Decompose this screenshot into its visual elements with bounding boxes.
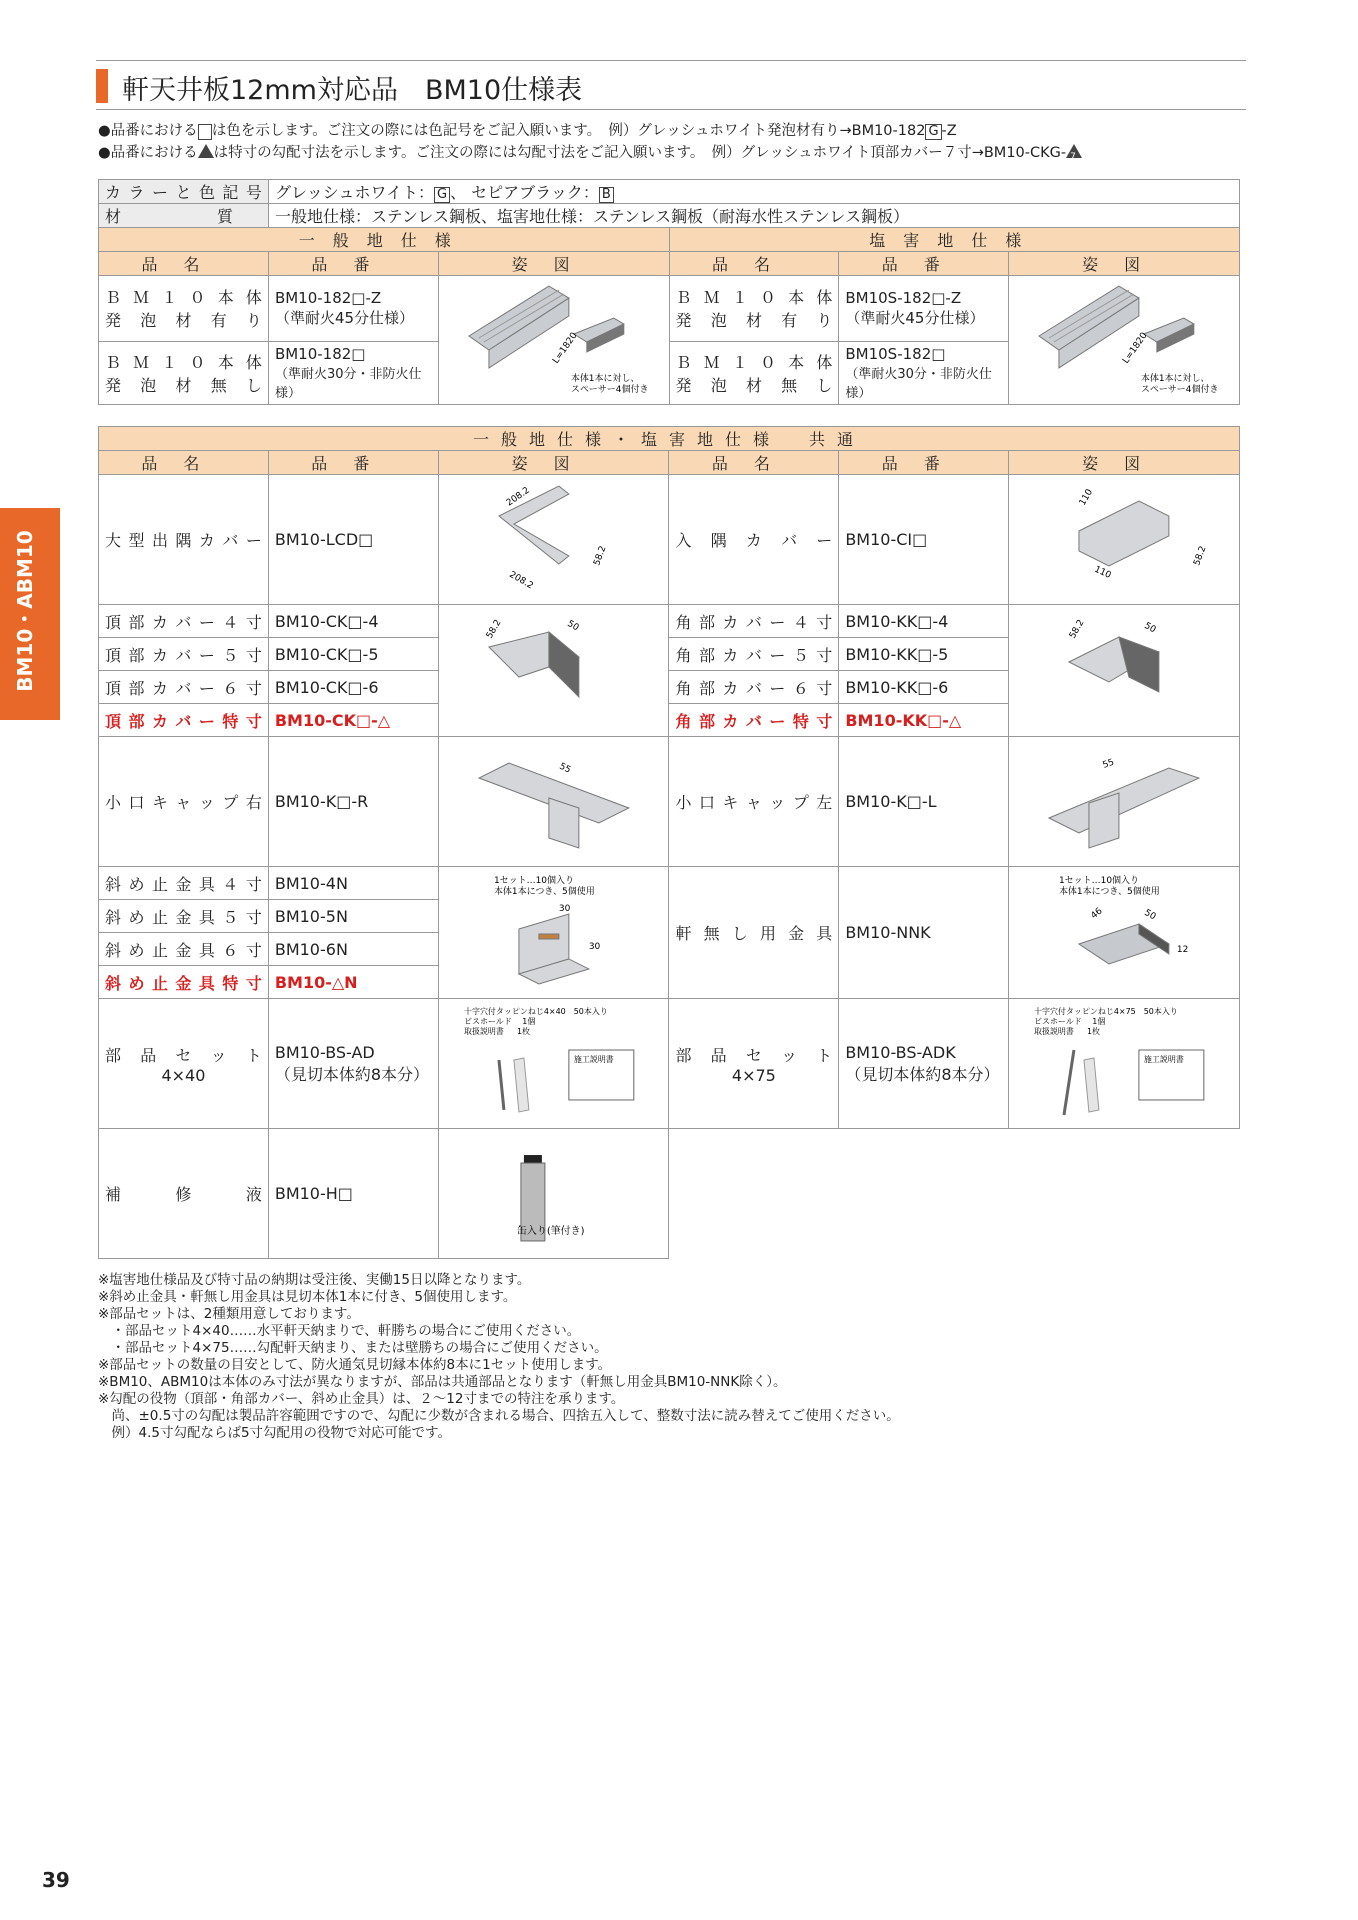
cap-left-figure (1009, 737, 1240, 867)
inner-corner-name: 入隅カバー (669, 475, 839, 605)
body-foam-name: ＢＭ１０本体 発泡材有り (99, 276, 269, 342)
salt-body-nofoam-name: ＢＭ１０本体 発泡材無し (669, 341, 839, 405)
cap-left-code: BM10-K□-L (839, 737, 1009, 867)
cap-left-name: 小口キャップ左 (669, 737, 839, 867)
repair-figure (438, 1129, 669, 1259)
salt-body-foam-code: BM10S-182□-Z （準耐火45分仕様） (839, 276, 1009, 342)
common-parts-table: 一般地仕様・塩害地仕様 共通 品名 品番 姿図 品名 品番 姿図 大型出隅カバー BM10-LCD□ 208.2 208.2 58.2 入隅カバー BM10-CI□ 110 110 58.2 頂部カバー４寸 BM10-CK□-4 58.2 50 角部カバー４寸 BM10-KK□-4 58.2 50 頂部カバー５寸 BM10-CK□-5 角部カバー５寸 BM10-KK□-5 頂部カバー６寸 BM10-CK□-6 角部カバー６寸 BM10-KK□-6 頂部カバー特寸 BM10-CK□-△ 角部カバー特寸 BM10-KK□-△ 小口キャップ右 BM10-K□-R 55 小口キャップ左 BM10-K□-L 55 斜め止金具４寸 BM10-4N 1セット…10個入り 本体1本につき、5個使用 30 30 軒無し用金具 BM10-NNK 1セット…10個入り 本体1本につき、5個使用 46 50 12 斜め止金具５寸 BM10-5N 斜め止金具６寸 BM10-6N 斜め止金具特寸 BM10-△N 部品セット 4×40 BM10-BS-AD （見切本体約8本分） 十字穴付タッピンねじ4×40 50本入り ビスホールド 1個 取扱説明書 1枚 施工説明書 部品セット 4×75 BM10-BS-ADK （見切本体約8本分） 十字穴付タッピンねじ4×75 50本入り ビスホールド 1個 取扱説明書 1枚 施工説明書 補修液 BM10-H□ 缶入り(筆付き) (98, 426, 1240, 1259)
inner-corner-code: BM10-CI□ (839, 475, 1009, 605)
salt-body-nofoam-code: BM10S-182□ （準耐火30分・非防火仕様） (839, 341, 1009, 405)
corner-cover-6-code: BM10-KK□-6 (839, 671, 1009, 704)
svg-text:58.2: 58.2 (1068, 617, 1087, 641)
corner-cover-5-name: 角部カバー５寸 (669, 638, 839, 671)
top-cover-5-name: 頂部カバー５寸 (99, 638, 269, 671)
body-nofoam-code: BM10-182□ （準耐火30分・非防火仕様） (268, 341, 438, 405)
top-cover-custom-name: 頂部カバー特寸 (99, 704, 269, 737)
material-value: 一般地仕様：ステンレス鋼板、塩害地仕様：ステンレス鋼板（耐海水性ステンレス鋼板） (268, 204, 1239, 228)
title-accent-bar (96, 69, 108, 103)
svg-text:スペーサー4個付き: スペーサー4個付き (570, 384, 649, 395)
svg-text:110: 110 (1092, 564, 1113, 581)
svg-text:本体1本に対し、: 本体1本に対し、 (1141, 373, 1210, 384)
svg-text:L=1820: L=1820 (550, 330, 580, 366)
top-cover-4-code: BM10-CK□-4 (268, 605, 438, 638)
section-side-tab (0, 508, 60, 720)
svg-text:本体1本につき、5個使用: 本体1本につき、5個使用 (1059, 886, 1160, 897)
intro-notes (98, 120, 1082, 164)
svg-text:58.2: 58.2 (1192, 544, 1209, 567)
note-color: ●品番における ​ は色を示します。ご注文の際には色記号をご記入願います。 例）グレッシュホワイト発泡材有り→BM10-182 G -Z (98, 123, 957, 139)
svg-text:施工説明書: 施工説明書 (1144, 1054, 1185, 1064)
set-ad-code: BM10-BS-AD （見切本体約8本分） (268, 999, 438, 1129)
bracket-6-code: BM10-6N (268, 933, 438, 966)
bracket-5-code: BM10-5N (268, 900, 438, 933)
top-cover-6-name: 頂部カバー６寸 (99, 671, 269, 704)
corner-cover-6-name: 角部カバー６寸 (669, 671, 839, 704)
body-figure-salt (1009, 276, 1240, 405)
side-tab-label: BM10・ABM10 (13, 530, 37, 692)
svg-text:十字穴付タッピンねじ4×40 50本入り: 十字穴付タッピンねじ4×40 50本入り (463, 1006, 608, 1016)
corner-cover-figure (1009, 605, 1240, 737)
page-title-block (96, 60, 1246, 110)
nnk-name: 軒無し用金具 (669, 867, 839, 999)
corner-cover-5-code: BM10-KK□-5 (839, 638, 1009, 671)
svg-text:スペーサー4個付き: スペーサー4個付き (1141, 384, 1219, 395)
top-cover-4-name: 頂部カバー４寸 (99, 605, 269, 638)
svg-text:施工説明書: 施工説明書 (573, 1054, 614, 1064)
svg-text:208.2: 208.2 (507, 569, 535, 591)
svg-text:ビスホールド 1個: ビスホールド 1個 (1034, 1016, 1106, 1026)
svg-text:30: 30 (588, 941, 600, 952)
corner-cover-4-name: 角部カバー４寸 (669, 605, 839, 638)
corner-cover-custom-name: 角部カバー特寸 (669, 704, 839, 737)
footnotes: ※塩害地仕様品及び特寸品の納期は受注後、実働15日以降となります。 ※斜め止金具・軒無し用金具は見切本体1本に付き、5個使用します。 ※部品セットは、2種類用意しております。 ・部品セット4×40……水平軒天納まりで、軒勝ちの場合にご使用ください。 ・部品セット4×75……勾配軒天納まり、または壁勝ちの場合にご使用ください。 ※部品セットの数量の目安として、防火通気見切縁本体約8本に1セット使用します。 ※BM10、ABM10は本体のみ寸法が異なりますが、部品は共通部品となります（軒無し用金具BM10-NNK除く）。 ※勾配の役物（頂部・角部カバー、斜め止金具）は、２～12寸までの特注を承ります。 尚、±0.5寸の勾配は製品許容範囲ですので、勾配に少数が含まれる場合、四捨五入して、整数寸法に読み替えてご使用ください。 例）4.5寸勾配ならば5寸勾配用の役物で対応可能です。 (98, 1272, 900, 1441)
svg-text:1セット…10個入り: 1セット…10個入り (493, 875, 574, 886)
outer-corner-code: BM10-LCD□ (268, 475, 438, 605)
cap-right-code: BM10-K□-R (268, 737, 438, 867)
body-figure-general (438, 276, 669, 405)
svg-text:55: 55 (557, 761, 572, 776)
slope-code-example: 7 (1066, 144, 1082, 158)
nnk-code: BM10-NNK (839, 867, 1009, 999)
svg-text:12: 12 (1177, 944, 1189, 955)
bracket-5-name: 斜め止金具５寸 (99, 900, 269, 933)
svg-text:50: 50 (1142, 620, 1158, 635)
set-ad-name: 部品セット 4×40 (99, 999, 269, 1129)
svg-text:55: 55 (1101, 757, 1116, 771)
nnk-figure (1009, 867, 1240, 999)
svg-text:L=1820: L=1820 (1121, 330, 1150, 366)
svg-text:50: 50 (1142, 907, 1158, 922)
repair-code: BM10-H□ (268, 1129, 438, 1259)
top-cover-6-code: BM10-CK□-6 (268, 671, 438, 704)
svg-text:58.2: 58.2 (484, 617, 504, 641)
note-slope: ●品番における は特寸の勾配寸法を示します。ご注文の際には勾配寸法をご記入願います。 例）グレッシュホワイト頂部カバー７寸→BM10-CKG- 7 (98, 142, 1082, 164)
bracket-4-code: BM10-4N (268, 867, 438, 900)
outer-corner-name: 大型出隅カバー (99, 475, 269, 605)
body-foam-code: BM10-182□-Z （準耐火45分仕様） (268, 276, 438, 342)
svg-text:ビスホールド 1個: ビスホールド 1個 (463, 1016, 536, 1026)
bracket-4-name: 斜め止金具４寸 (99, 867, 269, 900)
svg-text:46: 46 (1089, 905, 1105, 921)
svg-text:缶入り(筆付き): 缶入り(筆付き) (516, 1225, 585, 1237)
corner-cover-4-code: BM10-KK□-4 (839, 605, 1009, 638)
cap-right-name: 小口キャップ右 (99, 737, 269, 867)
bracket-custom-name: 斜め止金具特寸 (99, 966, 269, 999)
set-adk-name: 部品セット 4×75 (669, 999, 839, 1129)
svg-text:58.2: 58.2 (591, 544, 609, 567)
color-code-example: G (925, 124, 941, 140)
salt-spec-header: 塩害地仕様 (669, 228, 1239, 252)
body-nofoam-name: ＢＭ１０本体 発泡材無し (99, 341, 269, 405)
svg-text:本体1本に対し、: 本体1本に対し、 (570, 373, 640, 384)
set-ad-figure (438, 999, 669, 1129)
svg-text:取扱説明書 1枚: 取扱説明書 1枚 (463, 1026, 530, 1036)
svg-text:本体1本につき、5個使用: 本体1本につき、5個使用 (493, 886, 595, 897)
repair-name: 補修液 (99, 1129, 269, 1259)
svg-text:50: 50 (565, 618, 580, 633)
general-spec-header: 一般地仕様 (99, 228, 670, 252)
material-label: 材 質 (99, 204, 269, 228)
common-header: 一般地仕様・塩害地仕様 共通 (99, 427, 1240, 451)
outer-corner-figure (438, 475, 669, 605)
bracket-figure (438, 867, 669, 999)
triangle-symbol (198, 144, 214, 158)
page-number: 39 (42, 1868, 70, 1892)
cap-right-figure (438, 737, 669, 867)
set-adk-code: BM10-BS-ADK （見切本体約8本分） (839, 999, 1009, 1129)
top-cover-5-code: BM10-CK□-5 (268, 638, 438, 671)
box-symbol: ​ (198, 124, 212, 140)
inner-corner-figure (1009, 475, 1240, 605)
svg-text:取扱説明書 1枚: 取扱説明書 1枚 (1034, 1026, 1101, 1036)
bracket-custom-code: BM10-△N (268, 966, 438, 999)
spec-table: カ ラ ー と 色 記 号 グレッシュホワイト： G 、 セピアブラック： B 材 質 一般地仕様：ステンレス鋼板、塩害地仕様：ステンレス鋼板（耐海水性ステンレス鋼板） 一般地仕様 塩害地仕様 品名 品番 姿図 品名 品番 姿図 ＢＭ１０本体 発泡材有り BM10-182□-Z （準耐火45分仕様） L=1820 本体1本に対し、 スペーサー4個付き ＢＭ１０本体 発泡材有り BM10S-182□-Z （準耐火45分仕様） L=1820 本体1本に対し、 スペーサー4個付き ＢＭ１０本体 発泡材無し BM10-182□ （準耐火30分・非防火仕様） ＢＭ１０本体 発泡材無し BM10S-182□ （準耐火30分・非防火仕様） (98, 179, 1240, 405)
color-label: カ ラ ー と 色 記 号 (99, 180, 269, 204)
color-value: グレッシュホワイト： G 、 セピアブラック： B (268, 180, 1239, 204)
top-cover-figure (438, 605, 669, 737)
bracket-6-name: 斜め止金具６寸 (99, 933, 269, 966)
svg-text:1セット…10個入り: 1セット…10個入り (1059, 875, 1140, 886)
set-adk-figure (1009, 999, 1240, 1129)
top-cover-custom-code: BM10-CK□-△ (268, 704, 438, 737)
page-title: 軒天井板12mm対応品 BM10仕様表 (122, 75, 583, 106)
salt-body-foam-name: ＢＭ１０本体 発泡材有り (669, 276, 839, 342)
svg-text:十字穴付タッピンねじ4×75 50本入り: 十字穴付タッピンねじ4×75 50本入り (1034, 1006, 1179, 1016)
corner-cover-custom-code: BM10-KK□-△ (839, 704, 1009, 737)
svg-text:30: 30 (558, 903, 571, 914)
svg-text:110: 110 (1078, 487, 1096, 508)
svg-text:208.2: 208.2 (504, 485, 532, 508)
